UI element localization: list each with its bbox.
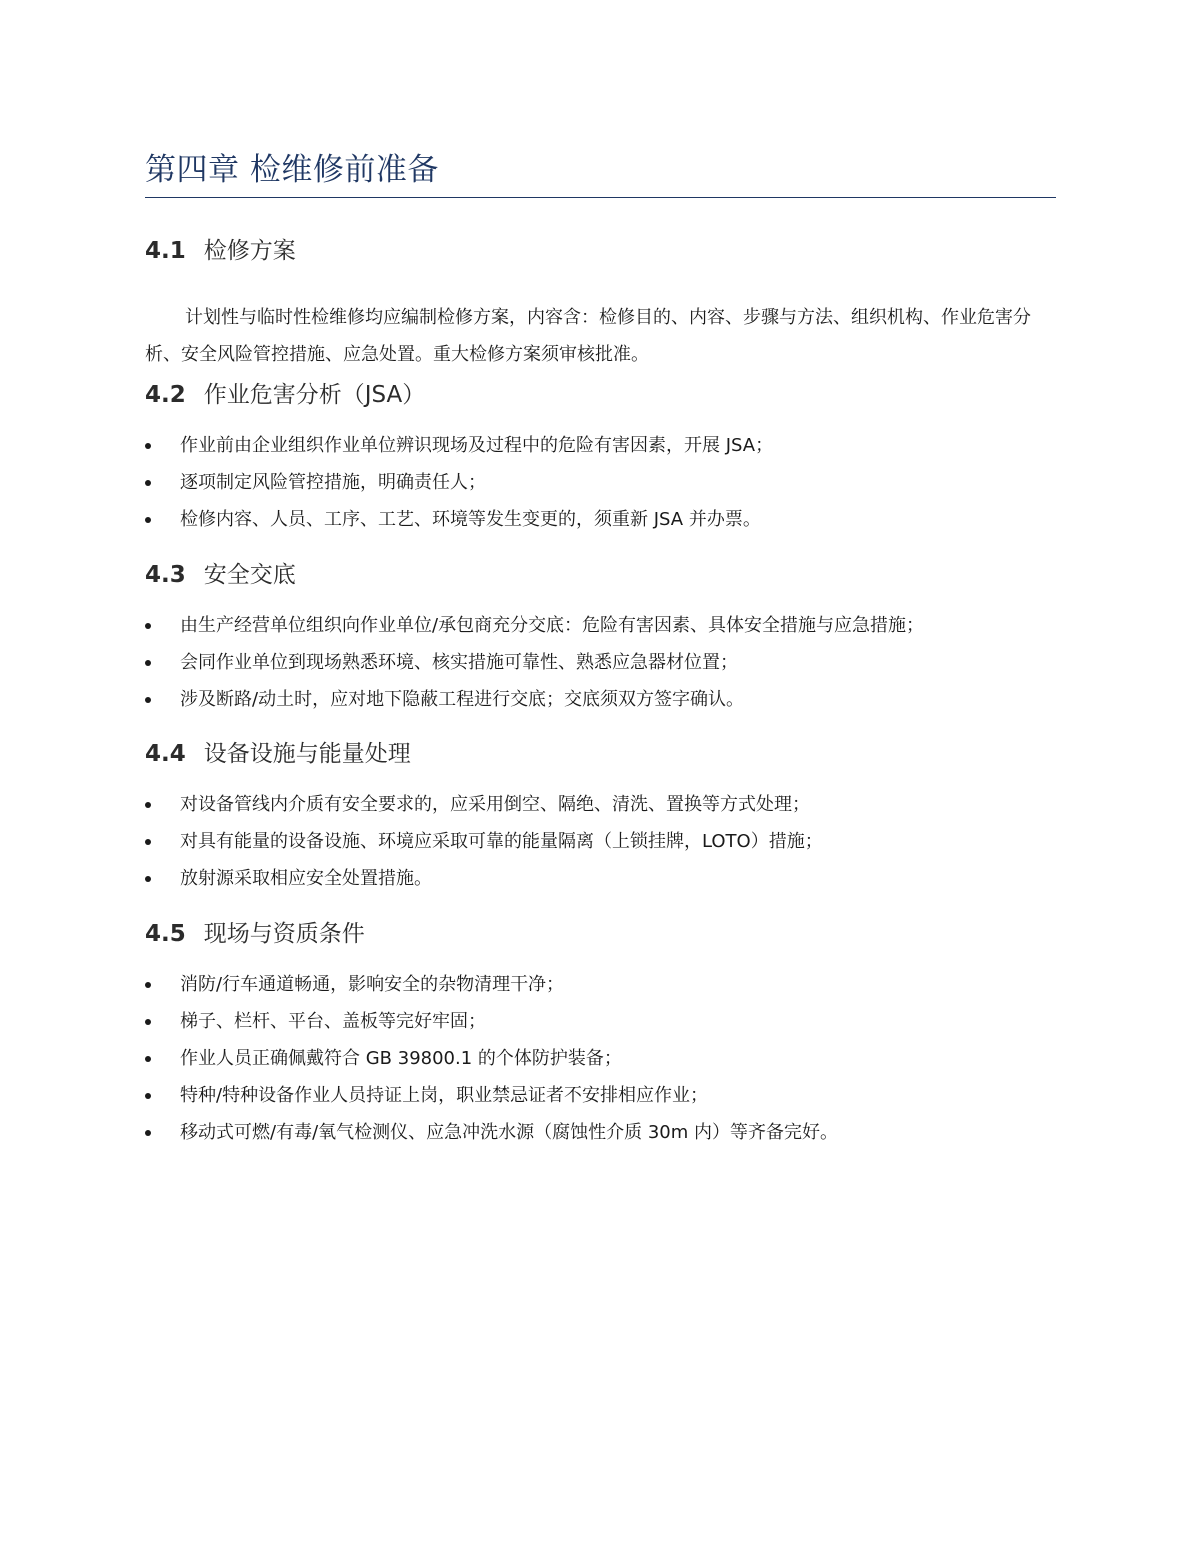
bullet-list: [145, 607, 1057, 718]
list-item: 特种/特种设备作业人员持证上岗，职业禁忌证者不安排相应作业；: [145, 1077, 1057, 1114]
list-item: 对具有能量的设备设施、环境应采取可靠的能量隔离（上锁挂牌，LOTO）措施；: [145, 823, 1057, 860]
bullet-icon: [145, 876, 151, 882]
bullet-icon: [145, 1056, 151, 1062]
section-title: 设备设施与能量处理: [203, 741, 411, 767]
list-item: 作业前由企业组织作业单位辨识现场及过程中的危险有害因素，开展 JSA；: [145, 427, 1057, 464]
chapter-divider: [145, 197, 1056, 198]
bullet-list: [145, 786, 1057, 897]
list-item: 放射源采取相应安全处置措施。: [145, 860, 1057, 897]
list-item: 移动式可燃/有毒/氧气检测仪、应急冲洗水源（腐蚀性介质 30m 内）等齐备完好。: [145, 1114, 1057, 1151]
section-title: 作业危害分析（JSA）: [203, 382, 426, 408]
section-number: 4.1: [145, 238, 186, 264]
section-number: 4.5: [145, 921, 186, 947]
section-title: 安全交底: [203, 562, 296, 588]
list-item: 对设备管线内介质有安全要求的，应采用倒空、隔绝、清洗、置换等方式处理；: [145, 786, 1057, 823]
bullet-icon: [145, 839, 151, 845]
section-number: 4.4: [145, 741, 186, 767]
section-heading: [145, 737, 1057, 771]
list-item: 由生产经营单位组织向作业单位/承包商充分交底：危险有害因素、具体安全措施与应急措施；: [145, 607, 1057, 644]
section-4-3: [145, 558, 1057, 718]
section-title: 检修方案: [203, 238, 296, 264]
bullet-list: [145, 966, 1057, 1151]
list-item: 消防/行车通道畅通，影响安全的杂物清理干净；: [145, 966, 1057, 1003]
bullet-icon: [145, 1130, 151, 1136]
bullet-icon: [145, 1019, 151, 1025]
bullet-icon: [145, 1093, 151, 1099]
section-number: 4.3: [145, 562, 186, 588]
bullet-list: [145, 427, 1057, 538]
section-number: 4.2: [145, 382, 186, 408]
bullet-icon: [145, 660, 151, 666]
section-title: 现场与资质条件: [203, 921, 365, 947]
list-item: 逐项制定风险管控措施，明确责任人；: [145, 464, 1057, 501]
section-heading: [145, 378, 1057, 412]
bullet-icon: [145, 802, 151, 808]
chapter-title: 第四章 检维修前准备: [145, 152, 439, 188]
section-4-2: [145, 378, 1057, 538]
section-heading: [145, 234, 1057, 268]
list-item: 作业人员正确佩戴符合 GB 39800.1 的个体防护装备；: [145, 1040, 1057, 1077]
bullet-icon: [145, 443, 151, 449]
bullet-icon: [145, 480, 151, 486]
section-heading: [145, 917, 1057, 951]
section-4-5: [145, 917, 1057, 1151]
list-item: 检修内容、人员、工序、工艺、环境等发生变更的，须重新 JSA 并办票。: [145, 501, 1057, 538]
list-item: 会同作业单位到现场熟悉环境、核实措施可靠性、熟悉应急器材位置；: [145, 644, 1057, 681]
section-heading: [145, 558, 1057, 592]
section-4-4: [145, 737, 1057, 897]
list-item: 涉及断路/动土时，应对地下隐蔽工程进行交底；交底须双方签字确认。: [145, 681, 1057, 718]
list-item: 梯子、栏杆、平台、盖板等完好牢固；: [145, 1003, 1057, 1040]
bullet-icon: [145, 982, 151, 988]
bullet-icon: [145, 697, 151, 703]
bullet-icon: [145, 623, 151, 629]
section-paragraph: 计划性与临时性检维修均应编制检修方案，内容含：检修目的、内容、步骤与方法、组织机构、作业危害分析、安全风险管控措施、应急处置。重大检修方案须审核批准。: [145, 307, 1031, 365]
bullet-icon: [145, 517, 151, 523]
section-4-1: [145, 234, 1057, 373]
